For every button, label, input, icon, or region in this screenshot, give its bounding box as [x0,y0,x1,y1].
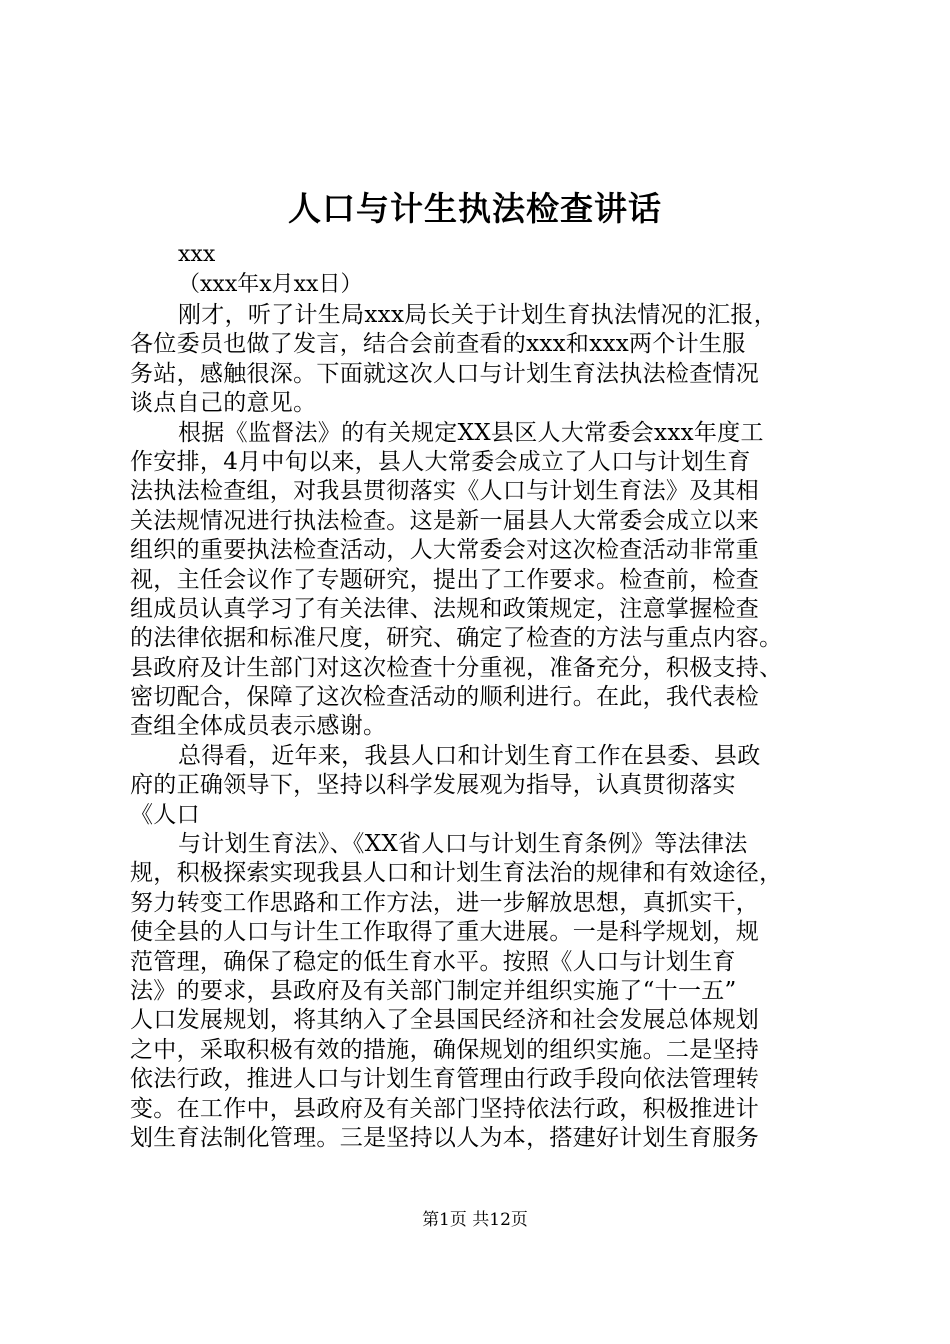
body-line: 法执法检查组，对我县贯彻落实《人口与计划生育法》及其相 [130,478,760,505]
document-author: xxx [178,242,216,267]
body-line: 府的正确领导下，坚持以科学发展观为指导，认真贯彻落实 [130,772,736,799]
body-line: 谈点自己的意见。 [130,390,317,417]
body-line: 组织的重要执法检查活动，人大常委会对这次检查活动非常重 [130,537,760,564]
body-line: 《人口 [130,801,200,828]
body-line: 作安排，4月中旬以来，县人大常委会成立了人口与计划生育 [130,448,751,475]
body-line: 刚才，听了计生局xxx局长关于计划生育执法情况的汇报， [178,302,778,328]
body-line: 法》的要求，县政府及有关部门制定并组织实施了“十一五” [130,977,737,1004]
body-line: 的法律依据和标准尺度，研究、确定了检查的方法与重点内容。 [130,625,783,652]
body-line: 各位委员也做了发言，结合会前查看的xxx和xxx两个计生服 [130,331,746,358]
body-line: 规，积极探索实现我县人口和计划生育法治的规律和有效途径， [130,860,783,887]
page-footer: 第1页 共12页 [422,1210,528,1230]
document-date: （xxx年x月xx日） [178,272,363,297]
body-line: 根据《监督法》的有关规定XX县区人大常委会xxx年度工 [178,419,764,446]
body-line: 努力转变工作思路和工作方法，进一步解放思想，真抓实干， [130,889,760,916]
body-line: 人口发展规划，将其纳入了全县国民经济和社会发展总体规划 [130,1007,760,1034]
body-line: 查组全体成员表示感谢。 [130,713,387,740]
body-line: 县政府及计生部门对这次检查十分重视，准备充分，积极支持、 [130,654,783,681]
body-line: 务站，感触很深。下面就这次人口与计划生育法执法检查情况 [130,360,760,387]
body-line: 与计划生育法》、《XX省人口与计划生育条例》等法律法 [178,831,748,858]
body-line: 总得看，近年来，我县人口和计划生育工作在县委、县政 [178,742,761,769]
body-line: 变。在工作中，县政府及有关部门坚持依法行政，积极推进计 [130,1095,760,1122]
body-line: 使全县的人口与计生工作取得了重大进展。一是科学规划，规 [130,919,760,946]
body-line: 划生育法制化管理。三是坚持以人为本，搭建好计划生育服务 [130,1124,760,1151]
body-line: 视，主任会议作了专题研究，提出了工作要求。检查前，检查 [130,566,760,593]
body-line: 范管理，确保了稳定的低生育水平。按照《人口与计划生育 [130,948,736,975]
body-line: 组成员认真学习了有关法律、法规和政策规定，注意掌握检查 [130,595,760,622]
body-line: 依法行政，推进人口与计划生育管理由行政手段向依法管理转 [130,1066,760,1093]
body-line: 之中，采取积极有效的措施，确保规划的组织实施。二是坚持 [130,1036,760,1063]
document-body [130,301,830,1153]
document-title: 人口与计生执法检查讲话 [288,189,662,228]
body-line: 关法规情况进行执法检查。这是新一届县人大常委会成立以来 [130,507,760,534]
body-line: 密切配合，保障了这次检查活动的顺利进行。在此，我代表检 [130,684,760,711]
